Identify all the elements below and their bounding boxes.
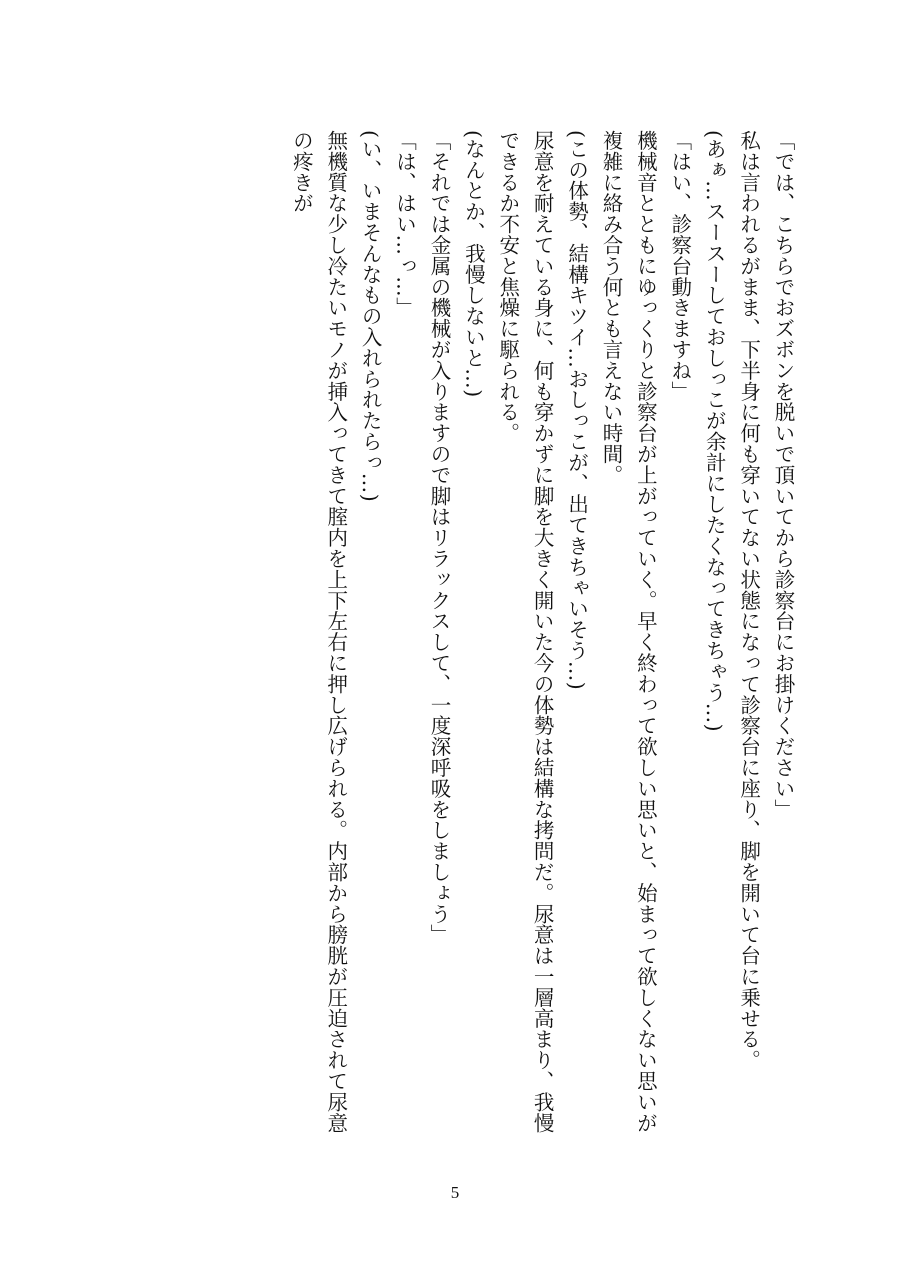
- paragraph: 「は、はい…っ…」: [392, 130, 417, 319]
- paragraph: 私は言われるがまま、下半身に何も穿いてない状態になって診察台に座り、脚を開いて台に乗せる。: [736, 130, 761, 1071]
- paragraph: 無機質な少し冷たいモノが挿入ってきて腟内を上下左右に押し広げられる。内部から膀胱が圧迫されて尿意の疼きが: [289, 130, 348, 1134]
- paragraph: (なんとか、我慢しないと…): [461, 130, 486, 398]
- paragraph: 「それでは金属の機械が入りますので脚はリラックスして、一度深呼吸をしましょう」: [426, 130, 451, 946]
- paragraph: 機械音とともにゆっくりと診察台が上がっていく。早く終わって欲しい思いと、始まって欲しくない思いが複雑に絡み合う何とも言えない時間。: [598, 130, 658, 1134]
- paragraph: 「はい、診察台動きますね」: [667, 130, 692, 402]
- paragraph: 「では、こちらでおズボンを脱いで頂いてから診察台にお掛けください」: [771, 130, 795, 820]
- body-text: [100, 130, 800, 1140]
- paragraph: (この体勢、結構キツイ…おしっこが、出てきちゃいそう…): [564, 130, 589, 691]
- page-number: 5: [450, 1183, 460, 1202]
- paragraph: 尿意を耐えている身に、何も穿かずに脚を大きく開いた今の体勢は結構な拷問だ。尿意は一層高まり、我慢できるか不安と焦燥に駆られる。: [495, 130, 555, 1134]
- paragraph: (い、いまそんなもの入れられたらっ…): [358, 130, 383, 503]
- paragraph: (あぁ…スースーしておしっこが余計にしたくなってきちゃう…): [702, 130, 727, 732]
